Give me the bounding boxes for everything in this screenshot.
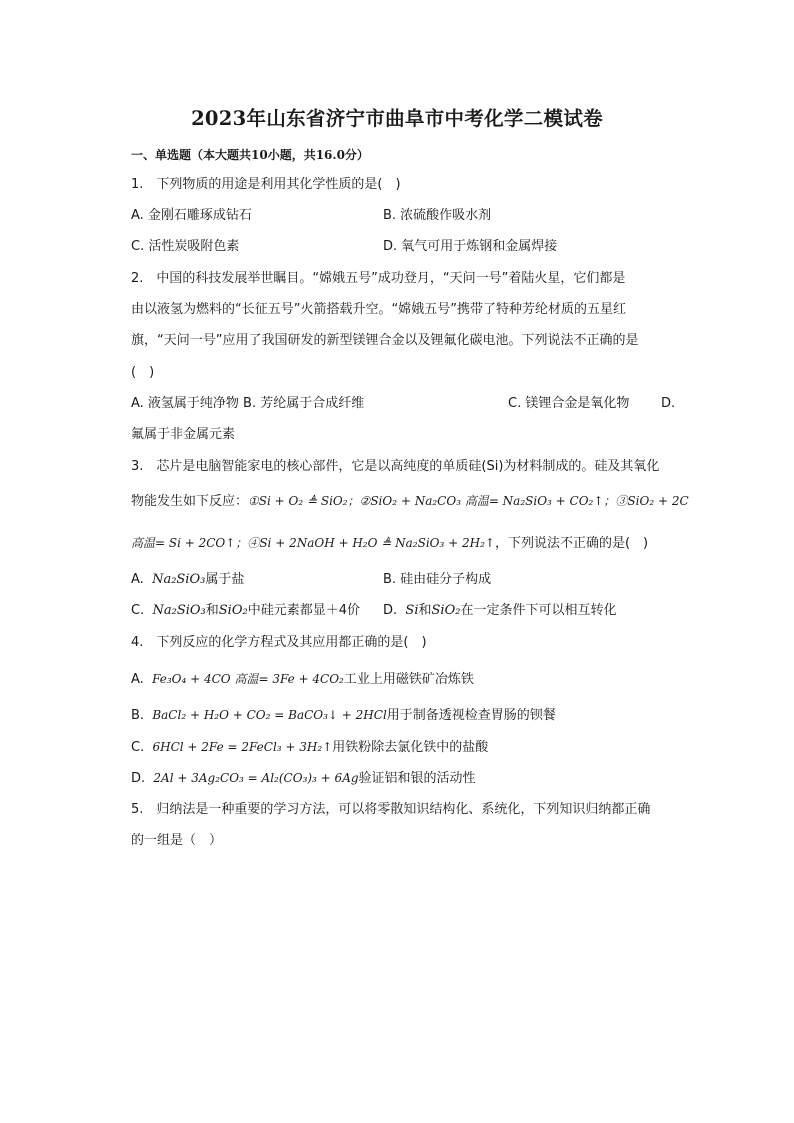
option-text: 在一定条件下可以相互转化 [460,603,617,618]
equation: BaCl₂ + H₂O + CO₂ = BaCO₃↓ + 2HCl [152,708,387,722]
option-text: 用于制备透视检查胃肠的钡餐 [386,708,556,723]
question-4-option-c [131,739,488,756]
question-1-option-a: A. 金刚石雕琢成钻石 [131,208,252,223]
question-2-option-c: C. 镁锂合金是氧化物 [508,396,630,411]
option-text: 中硅元素都显＋4价 [247,603,360,618]
formula: SiO₂ [218,603,248,618]
equation: 6HCl + 2Fe = 2FeCl₃ + 3H₂↑ [152,740,333,754]
question-1-option-c: C. 活性炭吸附色素 [131,239,240,254]
question-3-line-3-text: ，下列说法不正确的是( ) [494,536,649,551]
question-3-line-2-text: 物能发生如下反应： [131,494,249,509]
question-2-line-2: 由以液氢为燃料的“长征五号”火箭搭载升空。“嫦娥五号”携带了特种芳纶材质的五星红 [131,302,626,317]
formula: SiO₂ [431,603,461,618]
question-2-option-ab: A. 液氢属于纯净物 B. 芳纶属于合成纤维 [131,396,365,411]
page-title: 2023年山东省济宁市曲阜市中考化学二模试卷 [191,107,603,130]
question-3-option-d [383,603,616,619]
option-text: 属于盐 [205,572,245,587]
question-1-option-b: B. 浓硫酸作吸水剂 [383,208,492,223]
question-4-stem: 4. 下列反应的化学方程式及其应用都正确的是( ) [131,635,427,650]
option-text: 验证铝和银的活动性 [358,771,476,786]
option-letter: D. [131,771,154,786]
question-5-line-1: 5. 归纳法是一种重要的学习方法，可以将零散知识结构化、系统化，下列知识归纳都正确 [131,802,651,817]
question-2-line-1: 2. 中国的科技发展举世瞩目。“嫦娥五号”成功登月，“天问一号”着陆火星，它们都是 [131,271,626,286]
option-text: 和 [205,603,219,618]
equation: Fe₃O₄ + 4CO 高温= 3Fe + 4CO₂ [152,672,344,686]
option-text: 工业上用磁铁矿冶炼铁 [343,672,474,687]
question-2-option-d: D. [661,396,676,411]
option-letter: A. [131,572,153,587]
question-3-line-3 [131,535,648,552]
equation: 2Al + 3Ag₂CO₃ = Al₂(CO₃)₃ + 6Ag [153,771,359,785]
reaction-equations-3-4: 高温= Si + 2CO↑；④Si + 2NaOH + H₂O ≜ Na₂SiO₃ + 2H₂↑ [131,536,495,550]
question-2-line-3: 旗，“天问一号”应用了我国研发的新型镁锂合金以及锂氟化碳电池。下列说法不正确的是 [131,333,639,348]
option-text: 和 [418,603,432,618]
question-3-line-2 [131,493,689,510]
question-1-stem: 1. 下列物质的用途是利用其化学性质的是( ) [131,177,401,192]
formula: Na₂SiO₃ [152,572,206,587]
question-3-option-c [131,603,360,619]
option-text: 用铁粉除去氯化铁中的盐酸 [332,740,489,755]
option-letter: B. [131,708,153,723]
reaction-equations-1-3: ①Si + O₂ ≜ SiO₂；②SiO₂ + Na₂CO₃ 高温= Na₂SiO₃ + CO₂↑；③SiO₂ + 2C [248,494,689,508]
question-3-option-b: B. 硅由硅分子构成 [383,572,492,587]
question-4-option-b [131,707,556,724]
question-4-option-d [131,770,476,787]
question-2-line-4: ( ) [131,365,155,380]
option-letter: A. [131,672,153,687]
formula: Na₂SiO₃ [152,603,206,618]
question-4-option-a [131,671,474,688]
question-3-option-a [131,572,244,588]
question-5-line-2: 的一组是（ ） [131,833,223,848]
section-heading: 一、单选题（本大题共10小题，共16.0分） [131,148,369,162]
formula: Si [405,603,419,618]
question-3-line-1: 3. 芯片是电脑智能家电的核心部件，它是以高纯度的单质硅(Si)为材料制成的。硅及其氧化 [131,459,660,474]
option-letter: C. [131,603,153,618]
option-letter: D. [383,603,406,618]
question-2-option-d-text: 氟属于非金属元素 [131,427,236,442]
option-letter: C. [131,740,153,755]
question-1-option-d: D. 氧气可用于炼钢和金属焊接 [383,239,558,254]
